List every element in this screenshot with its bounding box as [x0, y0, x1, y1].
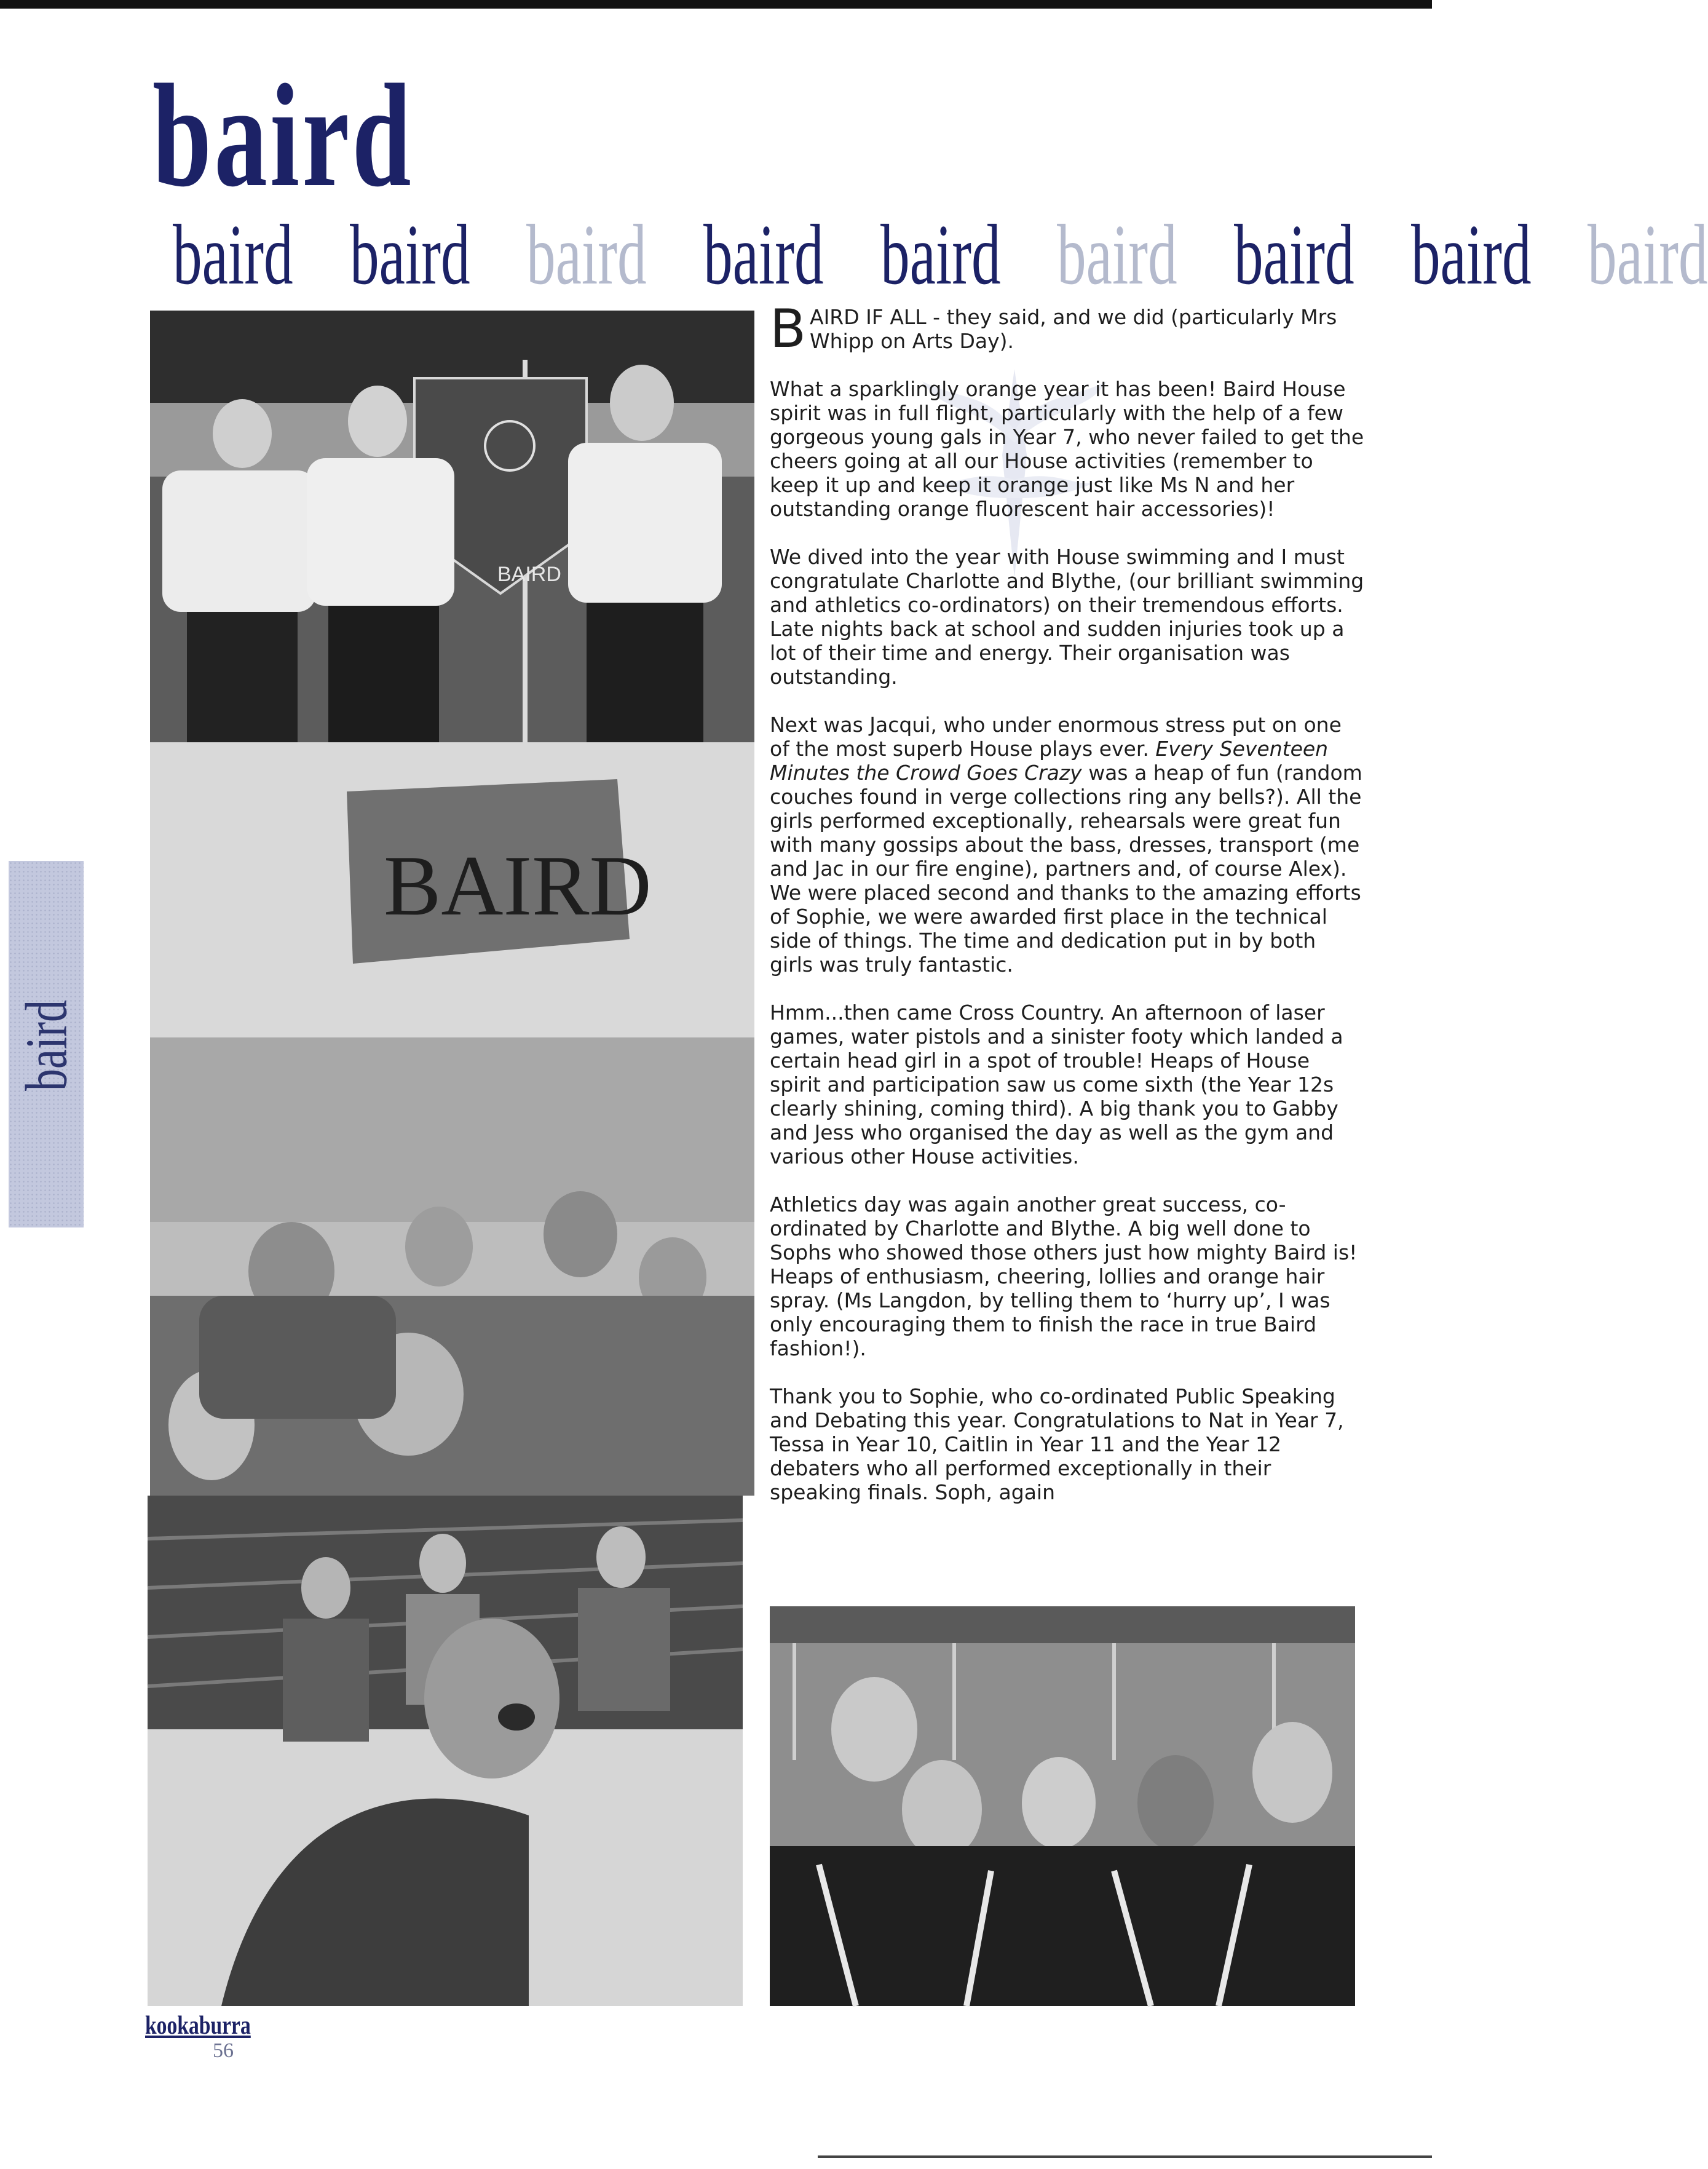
- article-paragraph: Next was Jacqui, who under enormous stress put on one of the most superb House plays ever. Every Seventeen Minutes the Crowd Goes Crazy was a heap of fun (random couches found in verge collections ring any bells?). All the girls performed exceptionally, rehearsals were great fun with many gossips about the bass, dresses, transport (me and Jac in our fire engine), partners and, of course Alex). We were placed second and thanks to the amazing efforts of Sophie, we were awarded first place in the technical side of things. The time and dedication put in by both girls was truly fantastic.: [770, 713, 1362, 977]
- article-lead-text: AIRD IF ALL - they said, and we did (particularly Mrs Whipp on Arts Day).: [810, 305, 1337, 353]
- side-tab-label: baird: [13, 1000, 79, 1091]
- publication-name: kookaburra: [145, 2012, 251, 2040]
- banner-text: BAIRD: [497, 563, 561, 586]
- photo-girl-cheering: [148, 1496, 743, 2006]
- page-title: baird: [152, 54, 414, 217]
- article-paragraph: What a sparklingly orange year it has been! Baird House spirit was in full flight, particularly with the help of a few gorgeous young gals in Year 7, who never failed to get the cheers going at all our House activities (remember to keep it up and keep it orange just like Ms N and her outstanding orange fluorescent hair accessories)!: [770, 377, 1364, 521]
- page-number: 56: [213, 2039, 234, 2062]
- article-paragraph: Thank you to Sophie, who co-ordinated Public Speaking and Debating this year. Congratulations to Nat in Year 7, Tessa in Year 10, Caitlin in Year 11 and the Year 12 debaters who all performed exceptionally in their speaking finals. Soph, again: [770, 1384, 1344, 1504]
- title-repeat-row: [144, 207, 1708, 303]
- title-repeat-word: baird: [1410, 207, 1532, 303]
- article-paragraph: Athletics day was again another great success, co-ordinated by Charlotte and Blythe. A big well done to Sophs who showed those others just how mighty Baird is! Heaps of enthusiasm, cheering, lollies and orange hair spray. (Ms Langdon, by telling them to ‘hurry up’, I was only encouraging them to finish the race in true Baird fashion!).: [770, 1192, 1358, 1360]
- title-repeat-word-faint: baird: [1057, 207, 1177, 303]
- title-repeat-word: baird: [349, 207, 470, 303]
- title-repeat-word: baird: [880, 207, 1001, 303]
- banner-text: BAIRD: [384, 838, 652, 934]
- photo-girls-with-banner: [150, 311, 754, 742]
- article-paragraph: We dived into the year with House swimming and I must congratulate Charlotte and Blythe, (our brilliant swimming and athletics co-ordinators) on their tremendous efforts. Late nights back at school and sudden injuries took up a lot of their time and energy. Their organisation was outstanding.: [770, 545, 1364, 689]
- photo-group-smiling: [770, 1606, 1355, 2006]
- title-repeat-word: baird: [173, 207, 293, 303]
- article-paragraph: Hmm...then came Cross Country. An afternoon of laser games, water pistols and a sinister footy which landed a certain head girl in a spot of trouble! Heaps of House spirit and participation saw us come sixth (the Year 12s clearly shining, coming third). A big thank you to Gabby and Jess who organised the day as well as the gym and various other House activities.: [770, 1001, 1343, 1168]
- article-paragraph: [770, 298, 1365, 360]
- title-repeat-word-faint: baird: [1587, 207, 1708, 303]
- bottom-rule: [818, 2155, 1432, 2158]
- drop-cap: B: [770, 298, 806, 360]
- top-rule: [0, 0, 1432, 9]
- title-repeat-word: baird: [703, 207, 824, 303]
- title-repeat-word: baird: [1233, 207, 1354, 303]
- photo-crowd-cheering: [150, 742, 754, 1496]
- article-body: [770, 298, 1365, 1528]
- title-repeat-word-faint: baird: [526, 207, 647, 303]
